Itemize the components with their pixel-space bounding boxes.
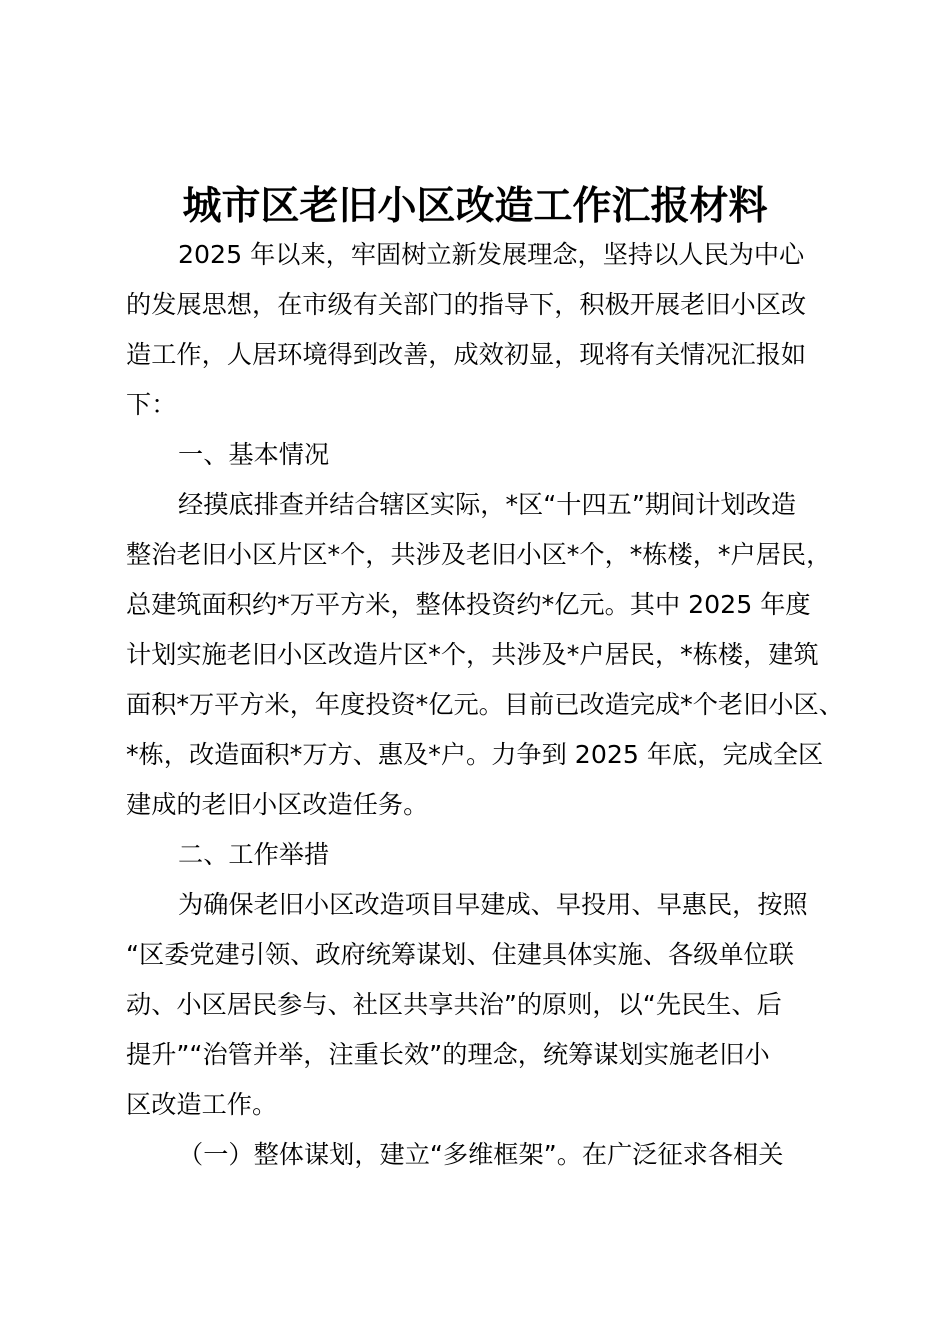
- document-title: 城市区老旧小区改造工作汇报材料: [182, 184, 768, 229]
- paragraph-line: 的发展思想，在市级有关部门的指导下，积极开展老旧小区改: [126, 290, 807, 319]
- document-body: [126, 230, 844, 1180]
- paragraph-line: 面积*万平方米，年度投资*亿元。目前已改造完成*个老旧小区、: [126, 690, 844, 719]
- paragraph-line: 下：: [126, 390, 177, 419]
- paragraph-line: 总建筑面积约*万平方米，整体投资约*亿元。其中 2025 年度: [126, 590, 811, 619]
- paragraph-line: 区改造工作。: [126, 1090, 278, 1119]
- paragraph-line: 2025 年以来，牢固树立新发展理念，坚持以人民为中心: [178, 240, 805, 269]
- paragraph-line: 为确保老旧小区改造项目早建成、早投用、早惠民，按照: [178, 890, 808, 919]
- paragraph-line: 动、小区居民参与、社区共享共治”的原则，以“先民生、后: [126, 990, 782, 1019]
- paragraph-line: 整治老旧小区片区*个，共涉及老旧小区*个，*栋楼，*户居民，: [126, 540, 832, 569]
- paragraph-line: 建成的老旧小区改造任务。: [126, 790, 429, 819]
- paragraph-line: *栋，改造面积*万方、惠及*户。力争到 2025 年底，完成全区: [126, 740, 824, 769]
- subsection-heading-overall-planning: （一）整体谋划，建立“多维框架”。在广泛征求各相关: [178, 1140, 784, 1169]
- paragraph-line: 计划实施老旧小区改造片区*个，共涉及*户居民，*栋楼，建筑: [126, 640, 819, 669]
- paragraph-line: 经摸底排查并结合辖区实际，*区“十四五”期间计划改造: [178, 490, 797, 519]
- paragraph-line: “区委党建引领、政府统筹谋划、住建具体实施、各级单位联: [126, 940, 794, 969]
- paragraph-line: 造工作，人居环境得到改善，成效初显，现将有关情况汇报如: [126, 340, 807, 369]
- section-heading-work-measures: 二、工作举措: [178, 840, 330, 869]
- paragraph-line: 提升”“治管并举，注重长效”的理念，统筹谋划实施老旧小: [126, 1040, 770, 1069]
- section-heading-basic-situation: 一、基本情况: [178, 440, 330, 469]
